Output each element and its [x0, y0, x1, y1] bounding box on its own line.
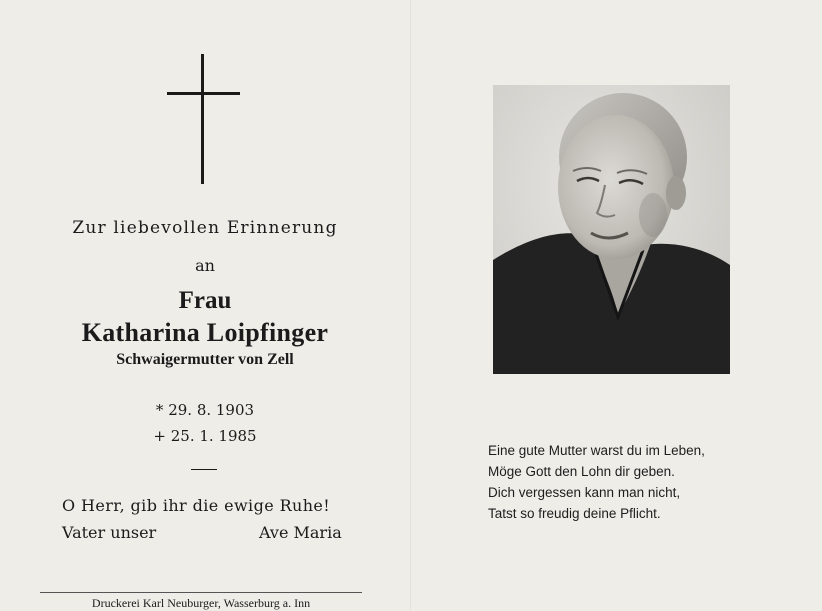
ave-maria-text: Ave Maria — [259, 523, 342, 542]
deceased-subtitle: Schwaigermutter von Zell — [116, 351, 294, 368]
cross-horizontal-bar — [167, 92, 240, 95]
death-date: + 25. 1. 1985 — [153, 427, 257, 445]
poem-line: Möge Gott den Lohn dir geben. — [488, 464, 675, 479]
vater-unser-text: Vater unser — [62, 523, 157, 542]
poem-line: Tatst so freudig deine Pflicht. — [488, 506, 661, 521]
intro-text: Zur liebevollen Erinnerung — [72, 218, 338, 238]
printer-rule — [40, 592, 362, 593]
portrait-svg — [493, 85, 730, 374]
prayer-text: O Herr, gib ihr die ewige Ruhe! — [62, 496, 331, 515]
separator-line — [191, 469, 217, 470]
poem-line: Dich vergessen kann man nicht, — [488, 485, 681, 500]
deceased-name: Katharina Loipfinger — [81, 318, 329, 347]
honorific-title: Frau — [178, 287, 232, 314]
poem — [488, 440, 705, 524]
an-text: an — [195, 256, 215, 275]
card-fold — [410, 0, 411, 610]
cross-vertical-bar — [201, 54, 204, 184]
printer-credit: Druckerei Karl Neuburger, Wasserburg a. Inn — [91, 596, 311, 610]
poem-line: Eine gute Mutter warst du im Leben, — [488, 443, 705, 458]
portrait-photo — [493, 85, 730, 374]
birth-date: * 29. 8. 1903 — [155, 401, 255, 419]
